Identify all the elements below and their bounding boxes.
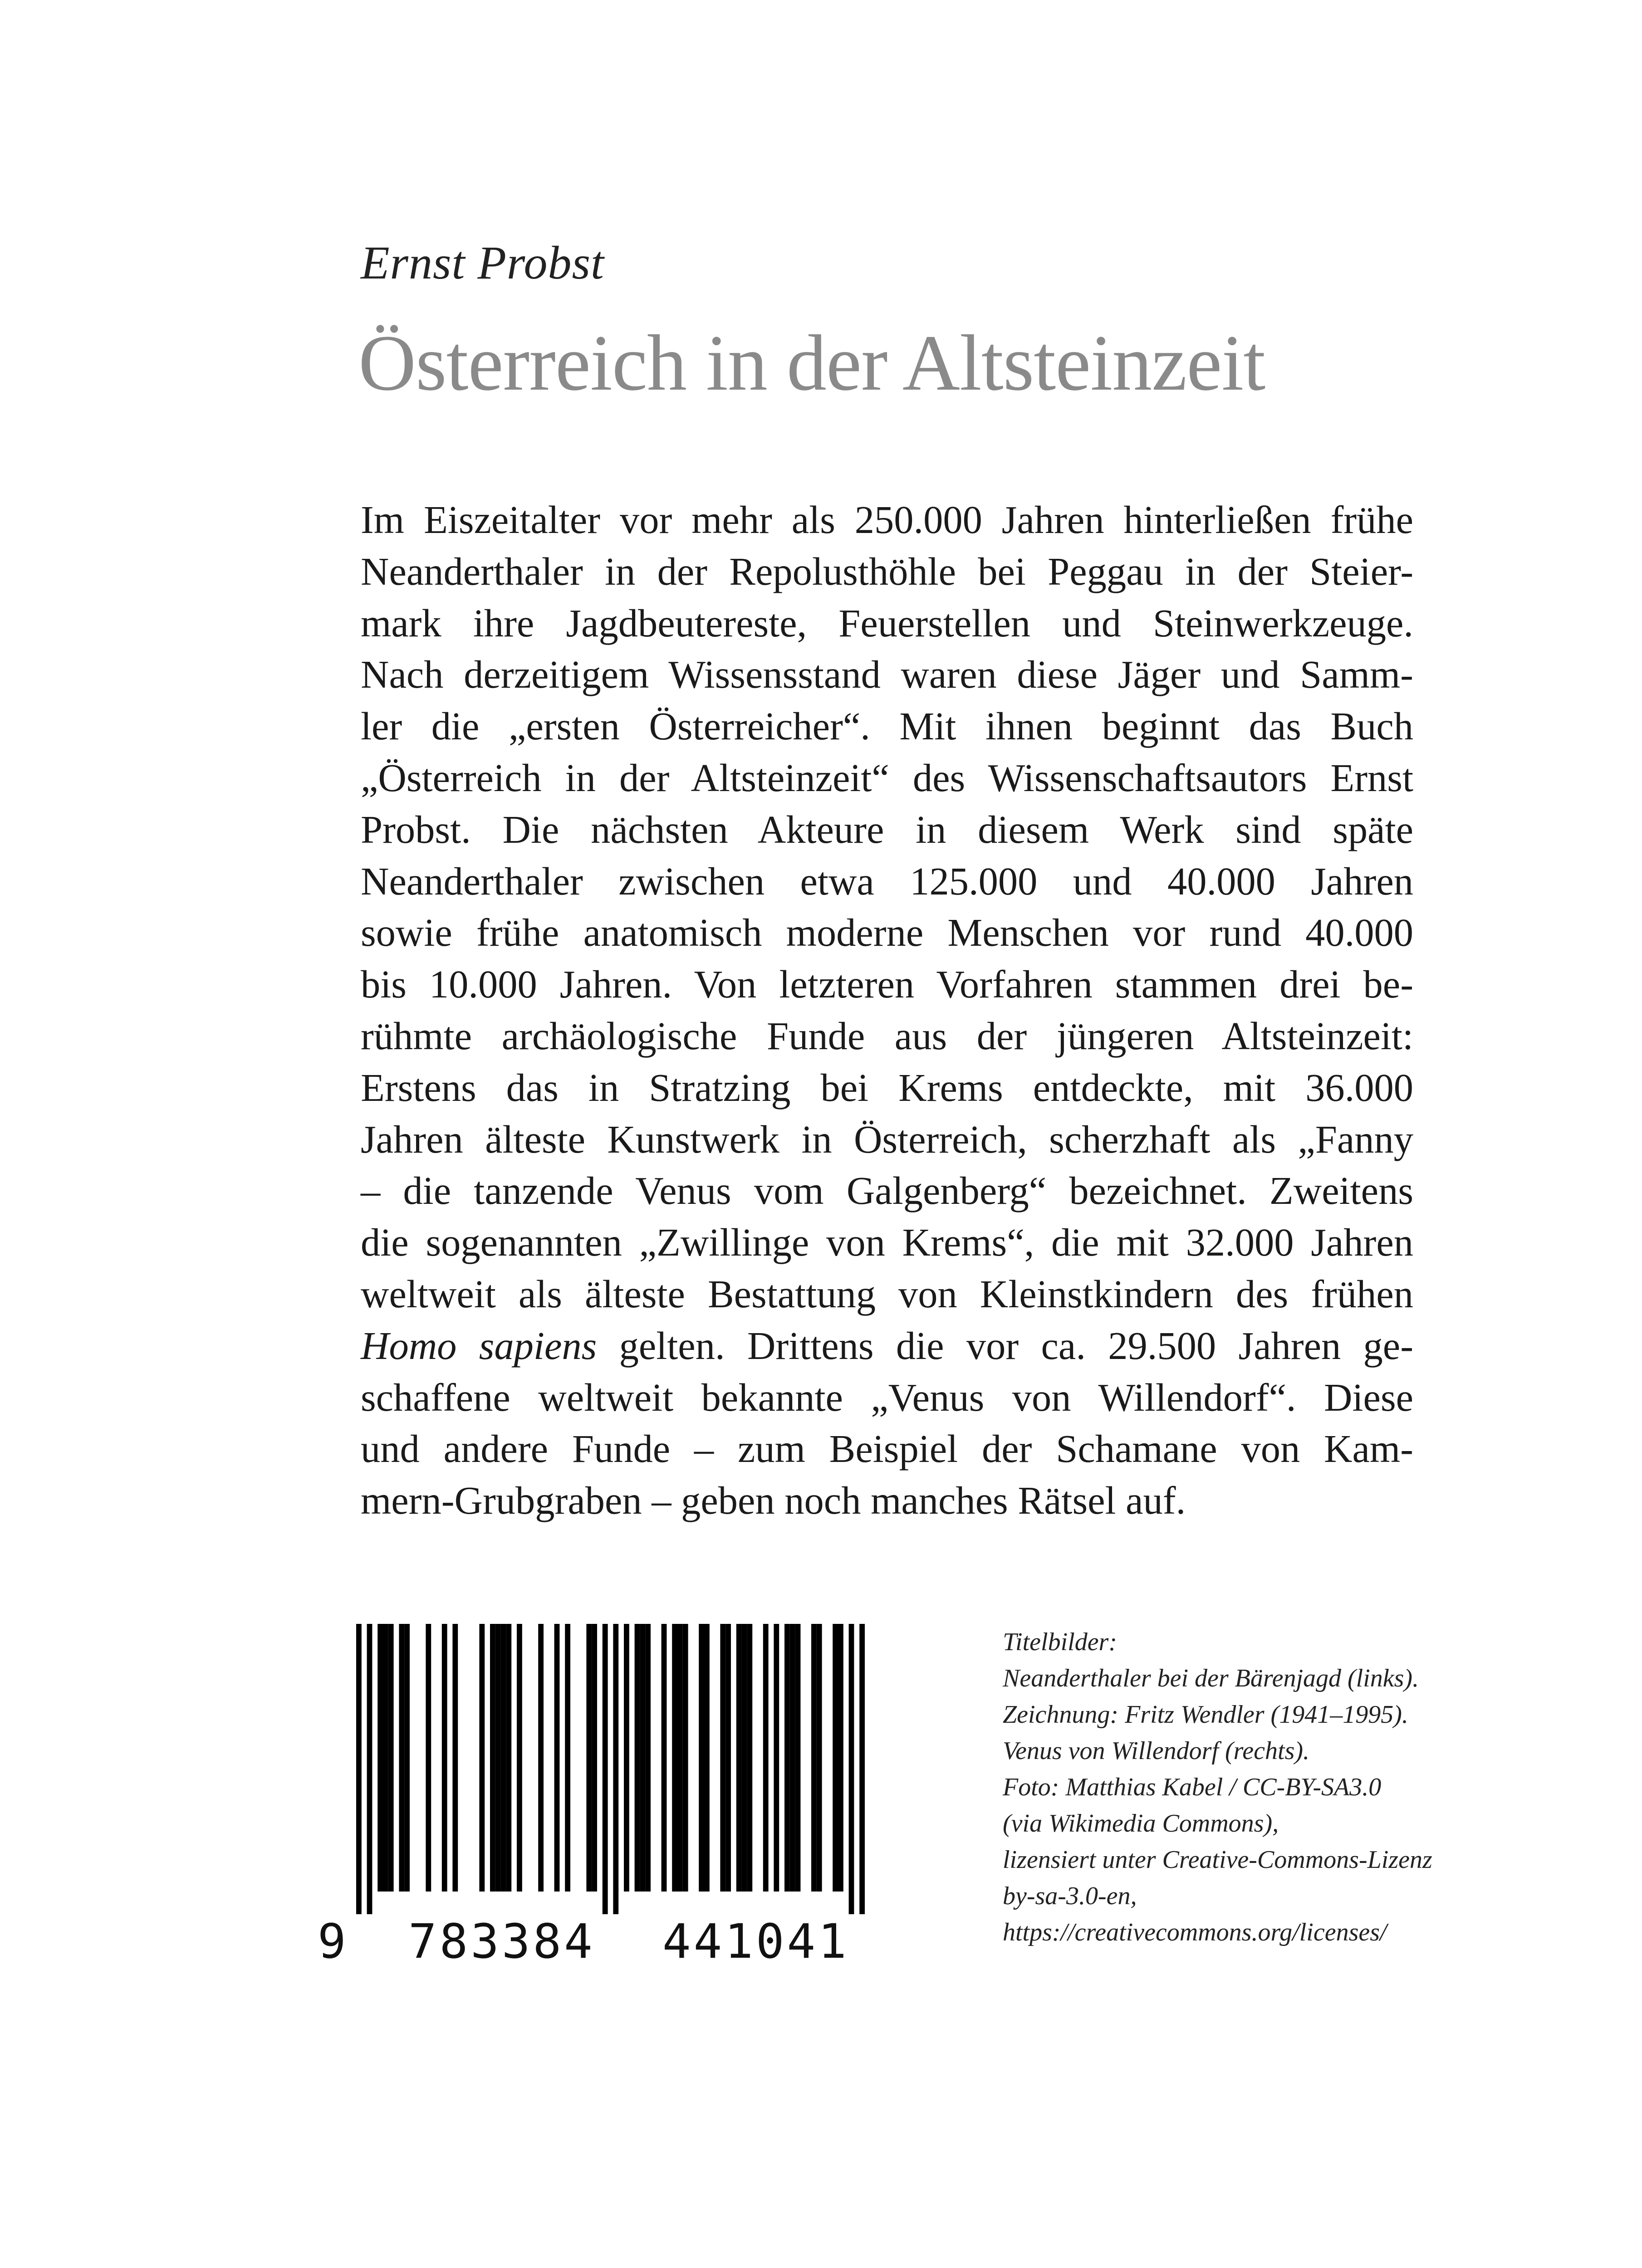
barcode-bar	[795, 1624, 801, 1892]
credits-line: Foto: Matthias Kabel / CC-BY-SA3.0	[1003, 1773, 1382, 1801]
blurb-line: Neanderthaler zwischen etwa 125.000 und 40.000 Jahren	[361, 859, 1413, 903]
blurb-line-rest: gelten. Drittens die vor ca. 29.500 Jahren ge-	[597, 1324, 1413, 1368]
barcode-bar	[725, 1624, 731, 1892]
credits-line: Venus von Willendorf (rechts).	[1003, 1737, 1310, 1765]
barcode-bar	[538, 1624, 544, 1892]
barcode-bar	[565, 1624, 570, 1892]
blurb-text	[361, 494, 1413, 1527]
barcode-bar	[662, 1624, 667, 1892]
barcode-bar	[490, 1624, 495, 1892]
blurb-line: Im Eiszeitalter vor mehr als 250.000 Jahren hinterließen frühe	[361, 498, 1413, 542]
blurb-line: – die tanzende Venus vom Galgenberg“ bezeichnet. Zweitens	[361, 1169, 1413, 1213]
barcode-guard-bar	[603, 1624, 608, 1914]
blurb-line: Probst. Die nächsten Akteure in diesem Werk sind späte	[361, 807, 1413, 851]
barcode-bar	[517, 1624, 522, 1892]
barcode-bar	[774, 1624, 779, 1892]
barcode-bar	[736, 1624, 742, 1892]
barcode-bar	[833, 1624, 838, 1892]
barcode-guard-bar	[859, 1624, 865, 1914]
blurb-line: Jahren älteste Kunstwerk in Österreich, scherzhaft als „Fanny	[361, 1117, 1413, 1161]
barcode-bar	[442, 1624, 447, 1892]
book-title: Österreich in der Altsteinzeit	[358, 319, 1265, 407]
barcode-digits	[318, 1914, 885, 1969]
blurb-line: sowie frühe anatomisch moderne Menschen vor rund 40.000	[361, 911, 1413, 955]
credits-line: Neanderthaler bei der Bärenjagd (links).	[1003, 1664, 1419, 1692]
species-name: Homo sapiens	[361, 1324, 597, 1368]
barcode-bar	[811, 1624, 817, 1892]
barcode-guard-bar	[613, 1624, 618, 1914]
barcode-bar	[426, 1624, 431, 1892]
credits-line: (via Wikimedia Commons),	[1003, 1809, 1279, 1838]
barcode-bar	[763, 1624, 769, 1892]
barcode-bar	[377, 1624, 383, 1892]
blurb-line: und andere Funde – zum Beispiel der Schamane von Kam-	[361, 1427, 1413, 1471]
blurb-line: bis 10.000 Jahren. Von letzteren Vorfahren stammen drei be-	[361, 963, 1413, 1007]
image-credits	[1003, 1624, 1547, 1950]
barcode-bar	[399, 1624, 404, 1892]
author-name: Ernst Probst	[361, 237, 604, 289]
barcode-bar	[495, 1624, 501, 1892]
barcode-bar	[479, 1624, 485, 1892]
barcode-digits-right: 441041	[662, 1914, 849, 1969]
isbn-barcode	[318, 1624, 885, 1973]
barcode-bar	[645, 1624, 651, 1892]
blurb-line: Erstens das in Stratzing bei Krems entdeckte, mit 36.000	[361, 1066, 1413, 1110]
blurb-line: die sogenannten „Zwillinge von Krems“, die mit 32.000 Jahren	[361, 1221, 1413, 1265]
barcode-bar	[501, 1624, 506, 1892]
barcode-bar	[506, 1624, 511, 1892]
credits-line: https://creativecommons.org/licenses/	[1003, 1918, 1387, 1946]
barcode-bars	[318, 1624, 885, 1914]
barcode-bar	[677, 1624, 683, 1892]
barcode-bar	[747, 1624, 752, 1892]
barcode-bar	[742, 1624, 747, 1892]
barcode-bar	[720, 1624, 725, 1892]
credits-line: Zeichnung: Fritz Wendler (1941–1995).	[1003, 1701, 1408, 1729]
barcode-bar	[635, 1624, 640, 1892]
barcode-bar	[640, 1624, 645, 1892]
barcode-bar	[817, 1624, 822, 1892]
barcode-guard-bar	[356, 1624, 362, 1914]
credits-line: lizensiert unter Creative-Commons-Lizenz	[1003, 1846, 1432, 1874]
barcode-bar	[704, 1624, 710, 1892]
blurb-line: rühmte archäologische Funde aus der jüngeren Altsteinzeit:	[361, 1014, 1413, 1058]
barcode-bar	[383, 1624, 388, 1892]
credits-line: by-sa-3.0-en,	[1003, 1882, 1137, 1910]
barcode-digits-left: 783384	[408, 1914, 595, 1969]
barcode-bar	[838, 1624, 843, 1892]
blurb-line: „Österreich in der Altsteinzeit“ des Wissenschaftsautors Ernst	[361, 756, 1413, 800]
blurb-line: Neanderthaler in der Repolusthöhle bei Peggau in der Steier-	[361, 549, 1413, 593]
barcode-guard-bar	[367, 1624, 373, 1914]
barcode-digit-first: 9	[318, 1914, 346, 1969]
blurb-line: mern-Grubgraben – geben noch manches Rätsel auf.	[361, 1479, 1186, 1523]
blurb-line: Nach derzeitigem Wissensstand waren diese Jäger und Samm-	[361, 653, 1413, 697]
barcode-bar	[683, 1624, 688, 1892]
blurb-line: schaffene weltweit bekannte „Venus von Willendorf“. Diese	[361, 1375, 1413, 1419]
barcode-guard-bar	[849, 1624, 854, 1914]
blurb-line	[361, 1320, 1413, 1372]
barcode-bar	[624, 1624, 629, 1892]
barcode-bar	[554, 1624, 560, 1892]
barcode-bar	[586, 1624, 592, 1892]
blurb-line: mark ihre Jagdbeutereste, Feuerstellen und Steinwerkzeuge.	[361, 601, 1413, 645]
barcode-bar	[452, 1624, 458, 1892]
blurb-line: ler die „ersten Österreicher“. Mit ihnen beginnt das Buch	[361, 704, 1413, 748]
barcode-bar	[699, 1624, 704, 1892]
barcode-bar	[388, 1624, 394, 1892]
barcode-bar	[672, 1624, 677, 1892]
barcode-bar	[592, 1624, 597, 1892]
barcode-bar	[790, 1624, 795, 1892]
credits-line: Titelbilder:	[1003, 1628, 1117, 1656]
blurb-line: weltweit als älteste Bestattung von Kleinstkindern des frühen	[361, 1272, 1413, 1316]
barcode-bar	[404, 1624, 410, 1892]
barcode-bar	[784, 1624, 790, 1892]
